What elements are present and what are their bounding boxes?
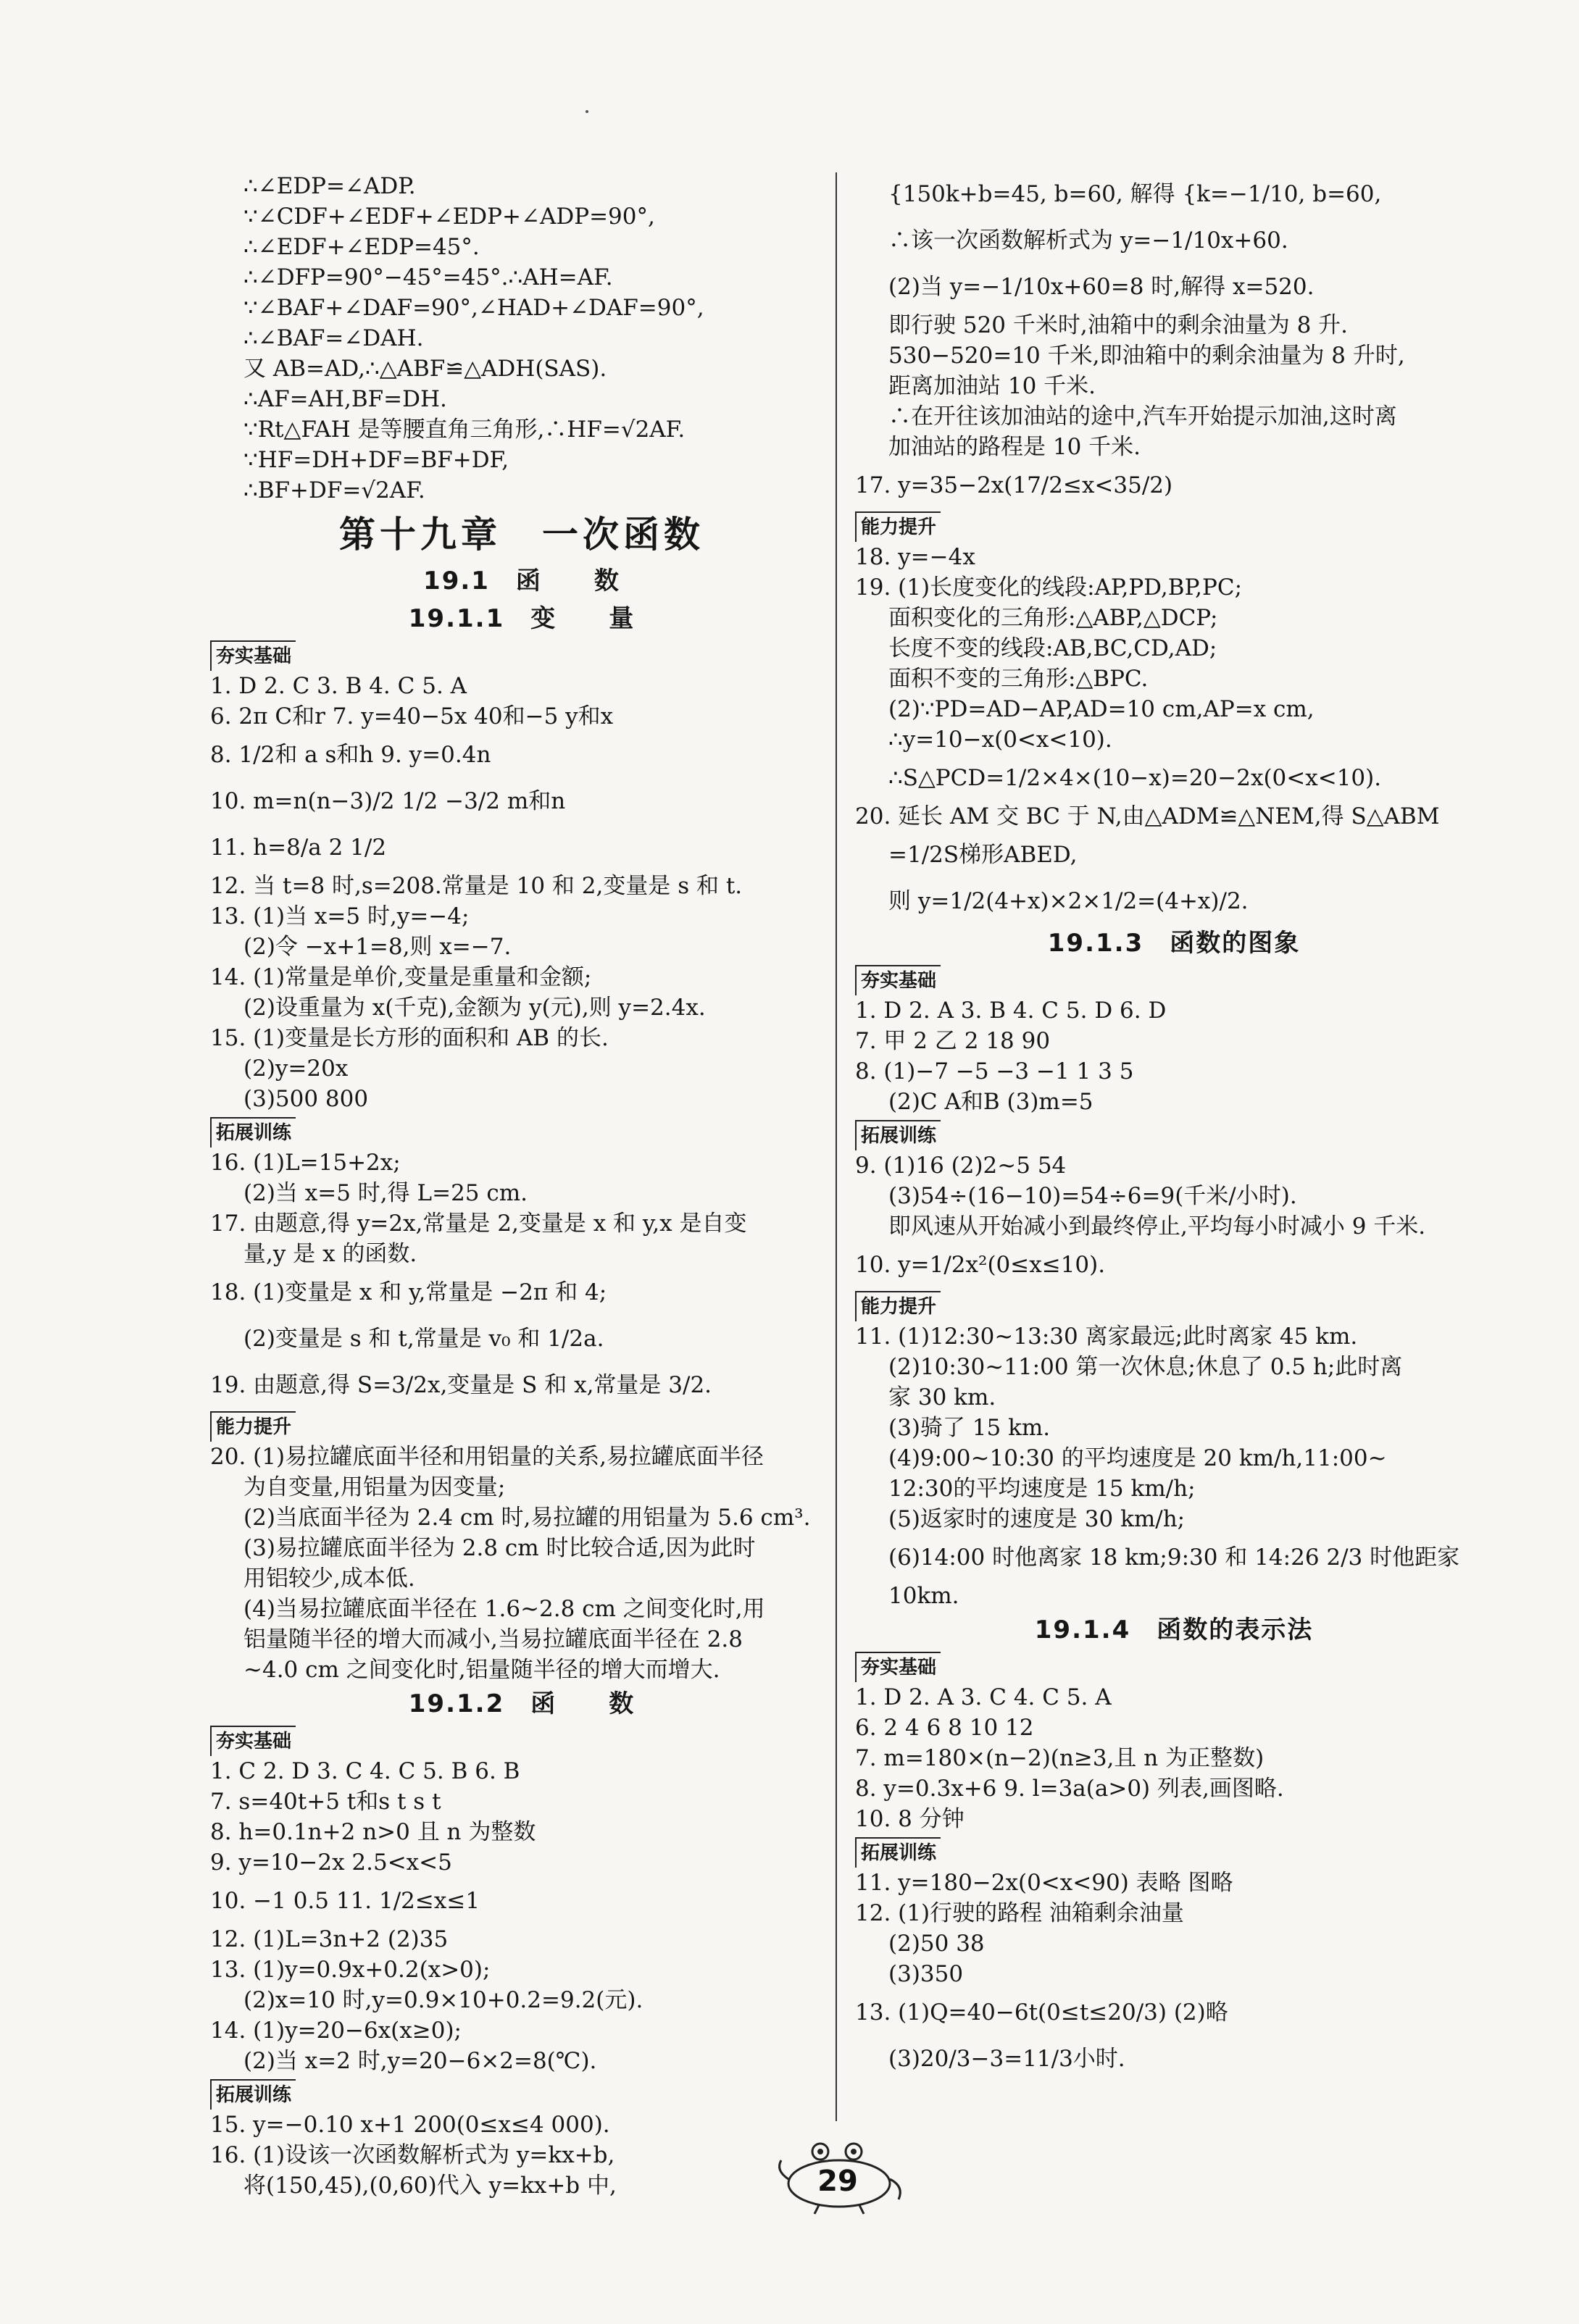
answer-line: 12:30的平均速度是 15 km/h; xyxy=(888,1476,1196,1502)
answer-line: (4)当易拉罐底面半径在 1.6~2.8 cm 之间变化时,用 xyxy=(243,1596,765,1622)
text-line: (2)当 y=−1/10x+60=8 时,解得 x=520. xyxy=(888,274,1315,300)
answer-line: 13. (1)当 x=5 时,y=−4; xyxy=(210,903,470,929)
section-heading: 19.1.2 函 数 xyxy=(408,1689,636,1718)
answer-line: (3)20/3−3=11/3小时. xyxy=(888,2046,1125,2072)
block-tag: 能力提升 xyxy=(855,511,941,542)
answer-line: 8. (1)−7 −5 −3 −1 1 3 5 xyxy=(855,1058,1134,1084)
text-line: ∴BF+DF=√2AF. xyxy=(243,477,425,503)
answer-line: ∴y=10−x(0<x<10). xyxy=(888,727,1112,753)
text-line: 17. y=35−2x(17/2≤x<35/2) xyxy=(855,472,1173,498)
answer-line: (2)10:30~11:00 第一次休息;休息了 0.5 h;此时离 xyxy=(888,1354,1403,1380)
answer-line: (2)令 −x+1=8,则 x=−7. xyxy=(243,934,512,960)
left-column xyxy=(210,171,833,2201)
answer-line: 18. y=−4x xyxy=(855,544,975,570)
answer-line: 则 y=1/2(4+x)×2×1/2=(4+x)/2. xyxy=(888,888,1249,914)
block-tag: 能力提升 xyxy=(855,1291,941,1321)
block-tag: 夯实基础 xyxy=(855,965,941,995)
answer-line: 6. 2π C和r 7. y=40−5x 40和−5 y和x xyxy=(210,703,614,730)
text-line: 530−520=10 千米,即油箱中的剩余油量为 8 升时, xyxy=(888,343,1405,369)
text-line: ∵∠CDF+∠EDF+∠EDP+∠ADP=90°, xyxy=(243,204,655,230)
answer-line: 10. m=n(n−3)/2 1/2 −3/2 m和n xyxy=(210,788,566,814)
text-line: 即行驶 520 千米时,油箱中的剩余油量为 8 升. xyxy=(888,312,1349,338)
answer-line: 11. h=8/a 2 1/2 xyxy=(210,835,387,861)
answer-line: 面积不变的三角形:△BPC. xyxy=(888,666,1149,692)
answer-line: 家 30 km. xyxy=(888,1384,996,1410)
answer-line: 12. (1)L=3n+2 (2)35 xyxy=(210,1926,449,1952)
answer-line: (2)当 x=2 时,y=20−6×2=8(℃). xyxy=(243,2048,597,2074)
text-line: 加油站的路程是 10 千米. xyxy=(888,434,1141,460)
answer-line: 12. 当 t=8 时,s=208.常量是 10 和 2,变量是 s 和 t. xyxy=(210,873,743,899)
answer-line: 9. y=10−2x 2.5<x<5 xyxy=(210,1849,452,1876)
answer-line: 8. 1/2和 a s和h 9. y=0.4n xyxy=(210,742,491,768)
answer-line: 7. s=40t+5 t和s t s t xyxy=(210,1789,441,1815)
text-line: ∴AF=AH,BF=DH. xyxy=(243,386,447,412)
answer-line: 13. (1)y=0.9x+0.2(x>0); xyxy=(210,1957,491,1983)
answer-line: 10. −1 0.5 11. 1/2≤x≤1 xyxy=(210,1888,480,1914)
answer-line: 10km. xyxy=(888,1583,959,1609)
answer-line: (2)设重量为 x(千克),金额为 y(元),则 y=2.4x. xyxy=(243,995,706,1021)
decorative-dot xyxy=(586,110,588,113)
answer-line: 量,y 是 x 的函数. xyxy=(243,1241,417,1267)
text-line: ∵HF=DH+DF=BF+DF, xyxy=(243,447,509,473)
answer-line: =1/2S梯形ABED, xyxy=(888,842,1078,868)
block-tag: 夯实基础 xyxy=(855,1652,941,1682)
answer-line: 10. 8 分钟 xyxy=(855,1806,965,1832)
answer-line: 16. (1)L=15+2x; xyxy=(210,1150,401,1176)
answer-line: 8. h=0.1n+2 n>0 且 n 为整数 xyxy=(210,1819,536,1845)
answer-line: 14. (1)y=20−6x(x≥0); xyxy=(210,2018,462,2044)
answer-line: 1. C 2. D 3. C 4. C 5. B 6. B xyxy=(210,1758,520,1784)
answer-line: (2)变量是 s 和 t,常量是 v₀ 和 1/2a. xyxy=(243,1326,604,1352)
block-tag: 拓展训练 xyxy=(210,2079,296,2110)
right-column xyxy=(855,171,1493,2082)
answer-line: (4)9:00~10:30 的平均速度是 20 km/h,11:00~ xyxy=(888,1445,1387,1471)
answer-line: 12. (1)行驶的路程 油箱剩余油量 xyxy=(855,1900,1184,1926)
answer-line: 将(150,45),(0,60)代入 y=kx+b 中, xyxy=(243,2173,617,2199)
text-line: ∵∠BAF+∠DAF=90°,∠HAD+∠DAF=90°, xyxy=(243,295,704,321)
answer-line: 1. D 2. A 3. B 4. C 5. D 6. D xyxy=(855,998,1167,1024)
answer-line: 9. (1)16 (2)2~5 54 xyxy=(855,1153,1067,1179)
text-line: 距离加油站 10 千米. xyxy=(888,373,1096,399)
answer-line: 6. 2 4 6 8 10 12 xyxy=(855,1715,1034,1741)
answer-line: 面积变化的三角形:△ABP,△DCP; xyxy=(888,605,1218,631)
answer-line: 20. (1)易拉罐底面半径和用铝量的关系,易拉罐底面半径 xyxy=(210,1444,764,1470)
answer-line: 17. 由题意,得 y=2x,常量是 2,变量是 x 和 y,x 是自变 xyxy=(210,1211,747,1237)
answer-line: 14. (1)常量是单价,变量是重量和金额; xyxy=(210,964,592,990)
answer-line: 7. 甲 2 乙 2 18 90 xyxy=(855,1028,1051,1054)
text-line: ∴∠DFP=90°−45°=45°.∴AH=AF. xyxy=(243,264,613,290)
text-line: ∴该一次函数解析式为 y=−1/10x+60. xyxy=(888,227,1288,254)
block-tag: 拓展训练 xyxy=(855,1837,941,1868)
answer-line: 16. (1)设该一次函数解析式为 y=kx+b, xyxy=(210,2142,615,2168)
answer-line: (3)350 xyxy=(888,1961,964,1987)
answer-line: 用铝较少,成本低. xyxy=(243,1566,415,1592)
answer-line: 10. y=1/2x²(0≤x≤10). xyxy=(855,1252,1106,1278)
block-tag: 拓展训练 xyxy=(210,1117,296,1148)
text-line: ∴∠EDP=∠ADP. xyxy=(243,173,416,199)
answer-line: (6)14:00 时他离家 18 km;9:30 和 14:26 2/3 时他距家 xyxy=(888,1545,1460,1571)
page-footer xyxy=(768,2136,913,2215)
answer-line: 11. (1)12:30~13:30 离家最远;此时离家 45 km. xyxy=(855,1324,1358,1350)
section-heading: 19.1.3 函数的图象 xyxy=(1047,929,1301,958)
answer-line: (2)∵PD=AD−AP,AD=10 cm,AP=x cm, xyxy=(888,696,1315,722)
answer-line: (3)骑了 15 km. xyxy=(888,1415,1051,1441)
answer-line: (2)当底面半径为 2.4 cm 时,易拉罐的用铝量为 5.6 cm³. xyxy=(243,1505,811,1531)
answer-line: 1. D 2. A 3. C 4. C 5. A xyxy=(855,1684,1112,1710)
answer-line: ∴S△PCD=1/2×4×(10−x)=20−2x(0<x<10). xyxy=(888,765,1382,791)
section-heading: 19.1 函 数 xyxy=(423,567,620,595)
answer-line: 20. 延长 AM 交 BC 于 N,由△ADM≌△NEM,得 S△ABM xyxy=(855,803,1440,829)
chapter-title: 第十九章 一次函数 xyxy=(339,514,704,556)
answer-line: 8. y=0.3x+6 9. l=3a(a>0) 列表,画图略. xyxy=(855,1776,1284,1802)
text-line: ∴∠EDF+∠EDP=45°. xyxy=(243,234,480,260)
answer-line: 18. (1)变量是 x 和 y,常量是 −2π 和 4; xyxy=(210,1279,607,1305)
answer-line: 11. y=180−2x(0<x<90) 表略 图略 xyxy=(855,1870,1233,1896)
answer-line: 即风速从开始减小到最终停止,平均每小时减小 9 千米. xyxy=(888,1213,1426,1240)
block-tag: 拓展训练 xyxy=(855,1120,941,1150)
section-heading: 19.1.4 函数的表示法 xyxy=(1034,1615,1314,1644)
answer-line: 1. D 2. C 3. B 4. C 5. A xyxy=(210,673,467,699)
text-line: {150k+b=45, b=60, 解得 {k=−1/10, b=60, xyxy=(888,181,1382,207)
text-line: ∴∠BAF=∠DAH. xyxy=(243,325,424,351)
block-tag: 夯实基础 xyxy=(210,1726,296,1756)
answer-line: (2)当 x=5 时,得 L=25 cm. xyxy=(243,1180,528,1206)
block-tag: 能力提升 xyxy=(210,1411,296,1442)
answer-line: 15. y=−0.10 x+1 200(0≤x≤4 000). xyxy=(210,2112,610,2138)
text-line: ∴在开往该加油站的途中,汽车开始提示加油,这时离 xyxy=(888,404,1397,430)
answer-line: (3)500 800 xyxy=(243,1086,369,1112)
answer-line: 长度不变的线段:AB,BC,CD,AD; xyxy=(888,635,1217,661)
answer-line: 铝量随半径的增大而减小,当易拉罐底面半径在 2.8 xyxy=(243,1626,743,1652)
answer-line: (2)50 38 xyxy=(888,1931,985,1957)
answer-line: (3)易拉罐底面半径为 2.8 cm 时比较合适,因为此时 xyxy=(243,1535,756,1561)
subsection-heading: 19.1.1 变 量 xyxy=(408,604,636,633)
answer-line: 19. (1)长度变化的线段:AP,PD,BP,PC; xyxy=(855,574,1243,601)
answer-line: 13. (1)Q=40−6t(0≤t≤20/3) (2)略 xyxy=(855,1999,1228,2026)
answer-line: (2)x=10 时,y=0.9×10+0.2=9.2(元). xyxy=(243,1987,643,2013)
block-tag: 夯实基础 xyxy=(210,640,296,671)
answer-line: (3)54÷(16−10)=54÷6=9(千米/小时). xyxy=(888,1183,1297,1209)
answer-line: 19. 由题意,得 S=3/2x,变量是 S 和 x,常量是 3/2. xyxy=(210,1372,712,1398)
answer-line: (5)返家时的速度是 30 km/h; xyxy=(888,1506,1186,1532)
column-divider xyxy=(836,172,837,2121)
answer-line: (2)C A和B (3)m=5 xyxy=(888,1089,1093,1115)
answer-line: ~4.0 cm 之间变化时,铝量随半径的增大而增大. xyxy=(243,1657,720,1683)
answer-line: 为自变量,用铝量为因变量; xyxy=(243,1474,506,1500)
text-line: 又 AB=AD,∴△ABF≌△ADH(SAS). xyxy=(243,356,607,382)
page-number: 29 xyxy=(817,2165,858,2198)
text-line: ∵Rt△FAH 是等腰直角三角形,∴HF=√2AF. xyxy=(243,417,686,443)
answer-line: 15. (1)变量是长方形的面积和 AB 的长. xyxy=(210,1025,609,1051)
answer-line: (2)y=20x xyxy=(243,1056,349,1082)
answer-line: 7. m=180×(n−2)(n≥3,且 n 为正整数) xyxy=(855,1745,1265,1771)
